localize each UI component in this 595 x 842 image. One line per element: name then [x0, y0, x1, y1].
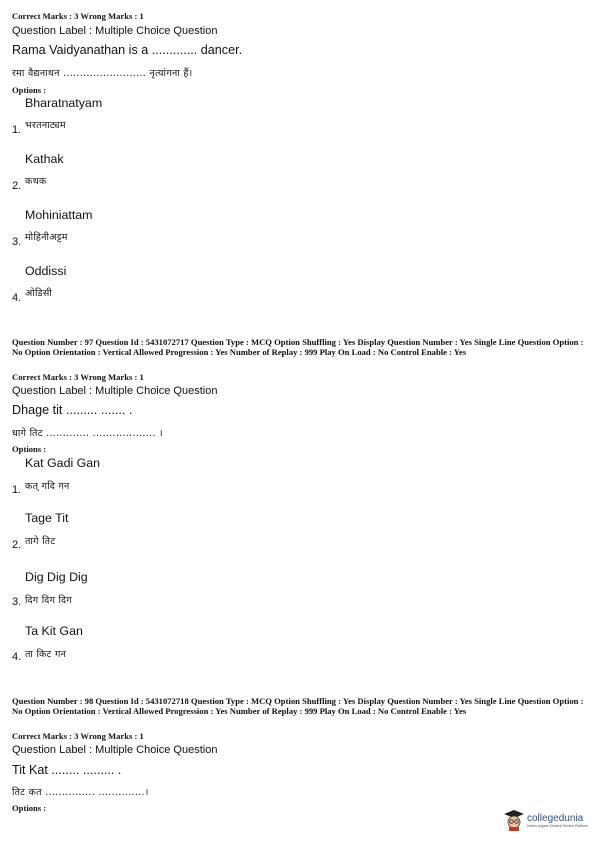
option-text-en: Bharatnatyam	[25, 96, 103, 110]
marks-line: Correct Marks : 3 Wrong Marks : 1	[12, 11, 144, 21]
collegedunia-logo[interactable]	[503, 809, 588, 831]
question-text-hi: धागे तिट ............. ................... ।	[12, 428, 163, 439]
option-number: 3.	[12, 236, 22, 248]
option-number: 3.	[12, 596, 22, 608]
option-number: 2.	[12, 539, 22, 551]
question-meta: Question Number : 97 Question Id : 5431072717 Question Type : MCQ Option Shuffling : Yes Display Question Number : Yes Single Line Question Option : No Option Orientation : Vertical Allowed Progression : Yes Number of Replay : 999 Play On Load : No Control Enable : Yes	[12, 337, 584, 357]
options-heading: Options :	[12, 803, 47, 813]
option-text-hi: तागे तिट	[25, 536, 56, 547]
question-text-en: Rama Vaidyanathan is a ............. dancer.	[12, 43, 243, 57]
marks-line: Correct Marks : 3 Wrong Marks : 1	[12, 372, 144, 382]
marks-line: Correct Marks : 3 Wrong Marks : 1	[12, 731, 144, 741]
question-text-hi: तिट कत ............... ..............।	[12, 787, 149, 798]
option-text-hi: कथक	[25, 176, 47, 187]
graduate-mascot-icon	[503, 809, 525, 831]
logo-name: collegedunia	[527, 812, 584, 824]
option-number: 4.	[12, 651, 22, 663]
option-text-en: Ta Kit Gan	[25, 624, 83, 638]
options-heading: Options :	[12, 444, 47, 454]
option-number: 2.	[12, 180, 22, 192]
question-text-hi: रमा वैद्यनाथन ......................... नृत्यांगना हैं।	[12, 68, 193, 79]
option-text-hi: कत् गदि गन	[25, 481, 70, 492]
options-heading: Options :	[12, 85, 47, 95]
option-text-hi: ओडिसी	[25, 288, 53, 299]
option-number: 4.	[12, 292, 22, 304]
option-text-en: Tage Tit	[25, 511, 69, 525]
question-label: Question Label : Multiple Choice Question	[12, 25, 218, 37]
option-text-en: Oddissi	[25, 264, 67, 278]
question-label: Question Label : Multiple Choice Question	[12, 744, 218, 756]
option-text-en: Mohiniattam	[25, 208, 93, 222]
option-text-hi: भरतनाट्यम	[25, 120, 66, 131]
question-meta: Question Number : 98 Question Id : 5431072718 Question Type : MCQ Option Shuffling : Yes Display Question Number : Yes Single Line Question Option : No Option Orientation : Vertical Allowed Progression : Yes Number of Replay : 999 Play On Load : No Control Enable : Yes	[12, 696, 584, 716]
option-number: 1.	[12, 124, 22, 136]
logo-tagline: India's largest Student Review Platform	[527, 823, 588, 828]
question-text-en: Tit Kat ........ ......... .	[12, 763, 122, 777]
option-number: 1.	[12, 484, 22, 496]
option-text-en: Dig Dig Dig	[25, 570, 88, 584]
question-label: Question Label : Multiple Choice Question	[12, 385, 218, 397]
option-text-en: Kathak	[25, 152, 64, 166]
option-text-hi: ता किट गन	[25, 649, 67, 660]
option-text-hi: मोहिनीअट्टम	[25, 232, 68, 243]
option-text-hi: दिग दिग दिग	[25, 595, 73, 606]
question-text-en: Dhage tit ......... ....... .	[12, 403, 133, 417]
option-text-en: Kat Gadi Gan	[25, 456, 101, 470]
